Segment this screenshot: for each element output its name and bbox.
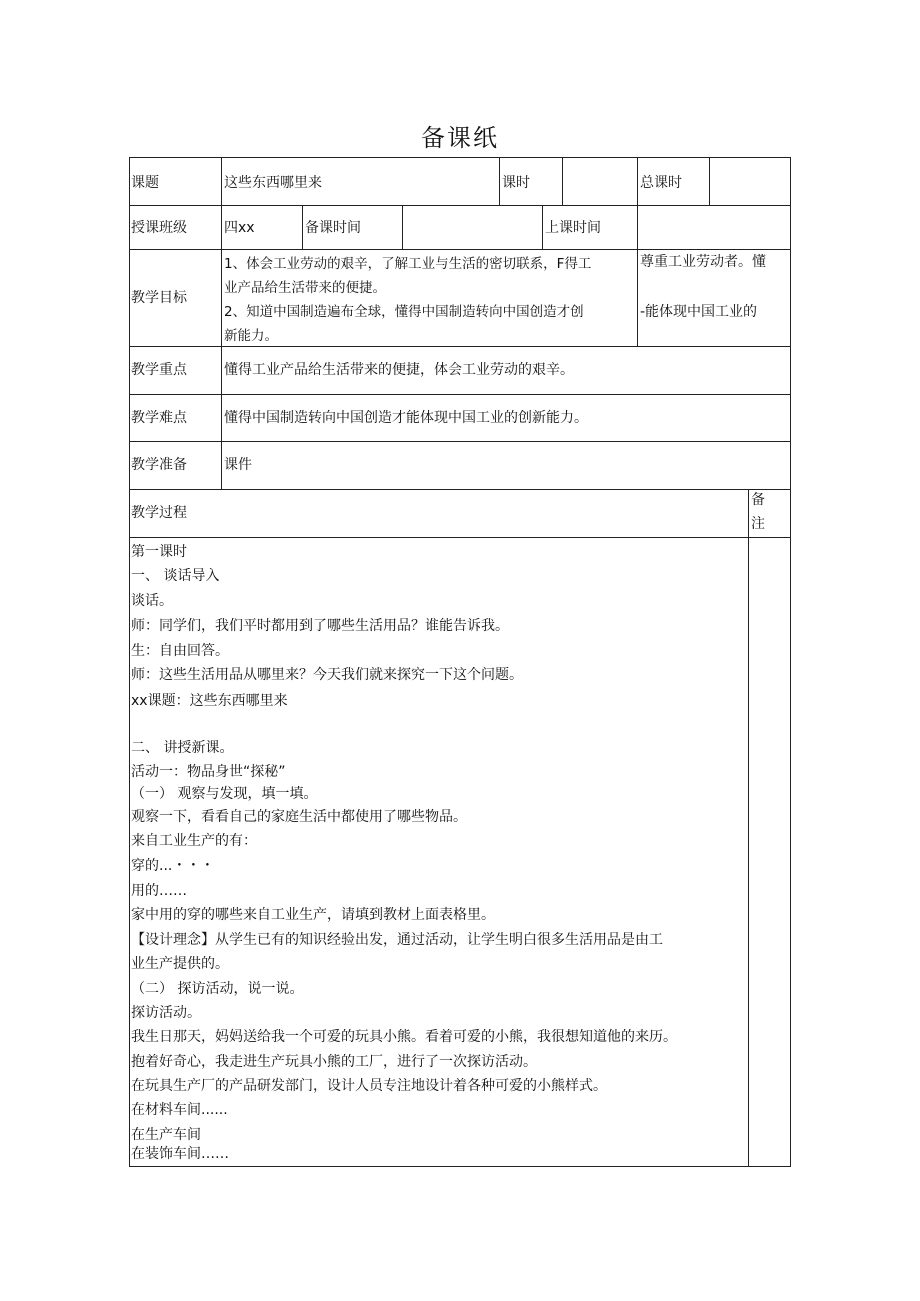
goals-line-4: 新能力。 [224, 328, 278, 344]
row-divider [129, 441, 791, 442]
body-line: 来自工业生产的有： [131, 833, 257, 849]
key-points-value: 懂得工业产品给生活带来的便捷，体会工业劳动的艰辛。 [224, 362, 574, 378]
body-line: 【设计理念】从学生已有的知识经验出发，通过活动，让学生明白很多生活用品是由工 [131, 932, 663, 948]
goals-label: 教学目标 [131, 290, 187, 306]
notes-label-bottom: 注 [751, 516, 765, 532]
body-line: 谈话。 [131, 593, 173, 609]
body-line: 在玩具生产厂的产品研发部门，设计人员专注地设计着各种可爱的小熊样式。 [131, 1078, 607, 1094]
body-line: 用的…… [131, 883, 187, 899]
body-line: 活动一：物品身世“探秘” [131, 764, 286, 780]
body-line: 二、 讲授新课。 [131, 740, 234, 756]
goals-right-line-2: -能体现中国工业的 [640, 304, 758, 320]
col-divider [402, 205, 403, 249]
body-line: 一、 谈话导入 [131, 568, 220, 584]
body-line: 我生日那天，妈妈送给我一个可爱的玩具小熊。看着可爱的小熊，我很想知道他的来历。 [131, 1029, 677, 1045]
class-label: 授课班级 [131, 220, 187, 236]
col-divider [302, 205, 303, 249]
col-divider [499, 157, 500, 205]
body-line: 探访活动。 [131, 1005, 201, 1021]
body-line: （一） 观察与发现，填一填。 [131, 786, 318, 802]
topic-value: 这些东西哪里来 [224, 175, 322, 191]
document-title: 备课纸 [421, 124, 499, 152]
notes-label-top: 备 [751, 492, 765, 508]
notes-column-divider [748, 489, 749, 1167]
goals-line-2: 业产品给生活带来的便捷。 [224, 280, 386, 296]
body-line: 第一课时 [131, 544, 187, 560]
row-divider [129, 205, 791, 206]
body-line: 家中用的穿的哪些来自工业生产，请填到教材上面表格里。 [131, 907, 495, 923]
goals-right-line-1: 尊重工业劳动者。懂 [640, 254, 766, 270]
body-line: 在装饰车间…… [131, 1146, 229, 1162]
difficulties-label: 教学难点 [131, 410, 187, 426]
body-line: 在材料车间...... [131, 1102, 228, 1118]
body-line: 抱着好奇心，我走进生产玩具小熊的工厂，进行了一次探访活动。 [131, 1054, 537, 1070]
body-line: 师：这些生活用品从哪里来？今天我们就来探究一下这个问题。 [131, 667, 523, 683]
body-line: 业生产提供的。 [131, 956, 229, 972]
body-line: （二） 探访活动，说一说。 [131, 981, 304, 997]
body-line: 生：自由回答。 [131, 643, 229, 659]
col-divider [709, 157, 710, 205]
col-divider [637, 157, 638, 205]
row-divider [129, 346, 791, 347]
lesson-time-label: 上课时间 [545, 220, 601, 236]
col-divider [542, 205, 543, 249]
body-line: 穿的...・・・ [131, 858, 215, 874]
row-divider [129, 489, 791, 490]
col-divider [637, 205, 638, 249]
prep-time-label: 备课时间 [305, 220, 361, 236]
class-value: 四xx [224, 220, 255, 236]
total-periods-label: 总课时 [640, 175, 682, 191]
difficulties-value: 懂得中国制造转向中国创造才能体现中国工业的创新能力。 [224, 410, 588, 426]
preparation-label: 教学准备 [131, 457, 187, 473]
topic-label: 课题 [131, 175, 159, 191]
period-label: 课时 [502, 175, 530, 191]
col-divider [637, 249, 638, 346]
body-line: 师：同学们，我们平时都用到了哪些生活用品？谁能告诉我。 [131, 618, 509, 634]
row-divider [129, 249, 791, 250]
goals-line-1: 1、体会工业劳动的艰辛，了解工业与生活的密切联系，F得工 [224, 256, 592, 272]
label-column-divider [221, 157, 222, 489]
row-divider [129, 537, 791, 538]
key-points-label: 教学重点 [131, 362, 187, 378]
preparation-value: 课件 [224, 457, 252, 473]
body-line: xx课题：这些东西哪里来 [131, 693, 288, 709]
process-label: 教学过程 [131, 505, 187, 521]
col-divider [562, 157, 563, 205]
goals-line-3: 2、知道中国制造遍布全球，懂得中国制造转向中国创造才创 [224, 304, 584, 320]
row-divider [129, 394, 791, 395]
body-line: 在生产车间 [131, 1127, 201, 1143]
body-line: 观察一下，看看自己的家庭生活中都使用了哪些物品。 [131, 809, 467, 825]
